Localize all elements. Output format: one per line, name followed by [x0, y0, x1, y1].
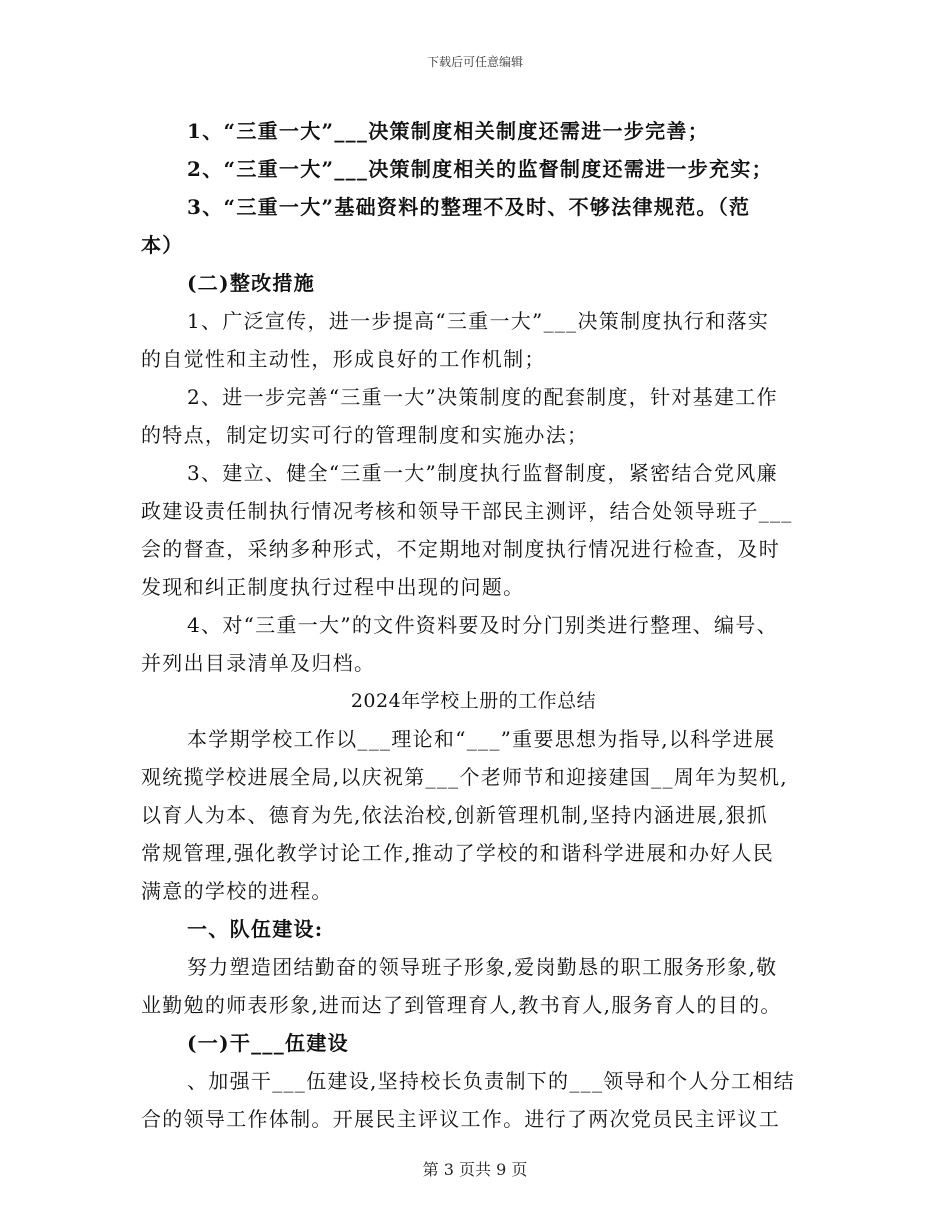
- paragraph-line: 观统揽学校进展全局,以庆祝第___个老师节和迎接建国__周年为契机,: [141, 765, 788, 789]
- paragraph-line: 2、进一步完善“三重一大”决策制度的配套制度，针对基建工作: [187, 385, 778, 409]
- paragraph-line: 4、对“三重一大”的文件资料要及时分门别类进行整理、编号、: [187, 613, 778, 637]
- paragraph-line: 本学期学校工作以___理论和“___”重要思想为指导,以科学进展: [187, 727, 776, 751]
- document-body: [141, 112, 806, 1138]
- paragraph-line: (一)干___伍建设: [187, 1031, 349, 1055]
- paragraph-line: 2、“三重一大”___决策制度相关的监督制度还需进一步充实；: [187, 157, 773, 181]
- paragraph-line: 满意的学校的进程。: [141, 879, 333, 903]
- paragraph-line: 常规管理,强化教学讨论工作,推动了学校的和谐科学进展和办好人民: [141, 841, 775, 865]
- paragraph-line: 3、建立、健全“三重一大”制度执行监督制度，紧密结合党风廉: [187, 461, 778, 485]
- paragraph-line: 1、“三重一大”___决策制度相关制度还需进一步完善；: [187, 119, 710, 143]
- paragraph-line: 、加强干___伍建设,坚持校长负责制下的___领导和个人分工相结: [187, 1069, 795, 1093]
- paragraph-line: 1、广泛宣传，进一步提高“三重一大”___决策制度执行和落实: [187, 309, 770, 333]
- page-footer: 第 3 页共 9 页: [422, 1160, 528, 1179]
- paragraph-line: 政建设责任制执行情况考核和领导干部民主测评，结合处领导班子___: [141, 499, 793, 523]
- paragraph-line: 合的领导工作体制。开展民主评议工作。进行了两次党员民主评议工: [141, 1107, 780, 1131]
- paragraph-line: 发现和纠正制度执行过程中出现的问题。: [141, 575, 525, 599]
- paragraph-line: 3、“三重一大”基础资料的整理不及时、不够法律规范。（范: [187, 195, 751, 219]
- paragraph-line: 努力塑造团结勤奋的领导班子形象,爱岗勤恳的职工服务形象,敬: [187, 955, 778, 979]
- page-header: 下载后可任意编辑: [426, 55, 523, 69]
- paragraph-line: 的自觉性和主动性，形成良好的工作机制；: [141, 347, 546, 371]
- paragraph-line: 业勤勉的师表形象,进而达了到管理育人,教书育人,服务育人的目的。: [141, 993, 782, 1017]
- paragraph-line: 以育人为本、德育为先,依法治校,创新管理机制,坚持内涵进展,狠抓: [141, 803, 769, 827]
- section-title: 2024年学校上册的工作总结: [350, 690, 597, 712]
- paragraph-line: 会的督查，采纳多种形式，不定期地对制度执行情况进行检查，及时: [141, 537, 780, 561]
- paragraph-line: 的特点，制定切实可行的管理制度和实施办法；: [141, 423, 589, 447]
- paragraph-line: 并列出目录清单及归档。: [141, 651, 376, 675]
- paragraph-line: 本）: [141, 233, 184, 257]
- paragraph-line: 一、队伍建设:: [187, 917, 324, 941]
- paragraph-line: (二)整改措施: [187, 271, 316, 295]
